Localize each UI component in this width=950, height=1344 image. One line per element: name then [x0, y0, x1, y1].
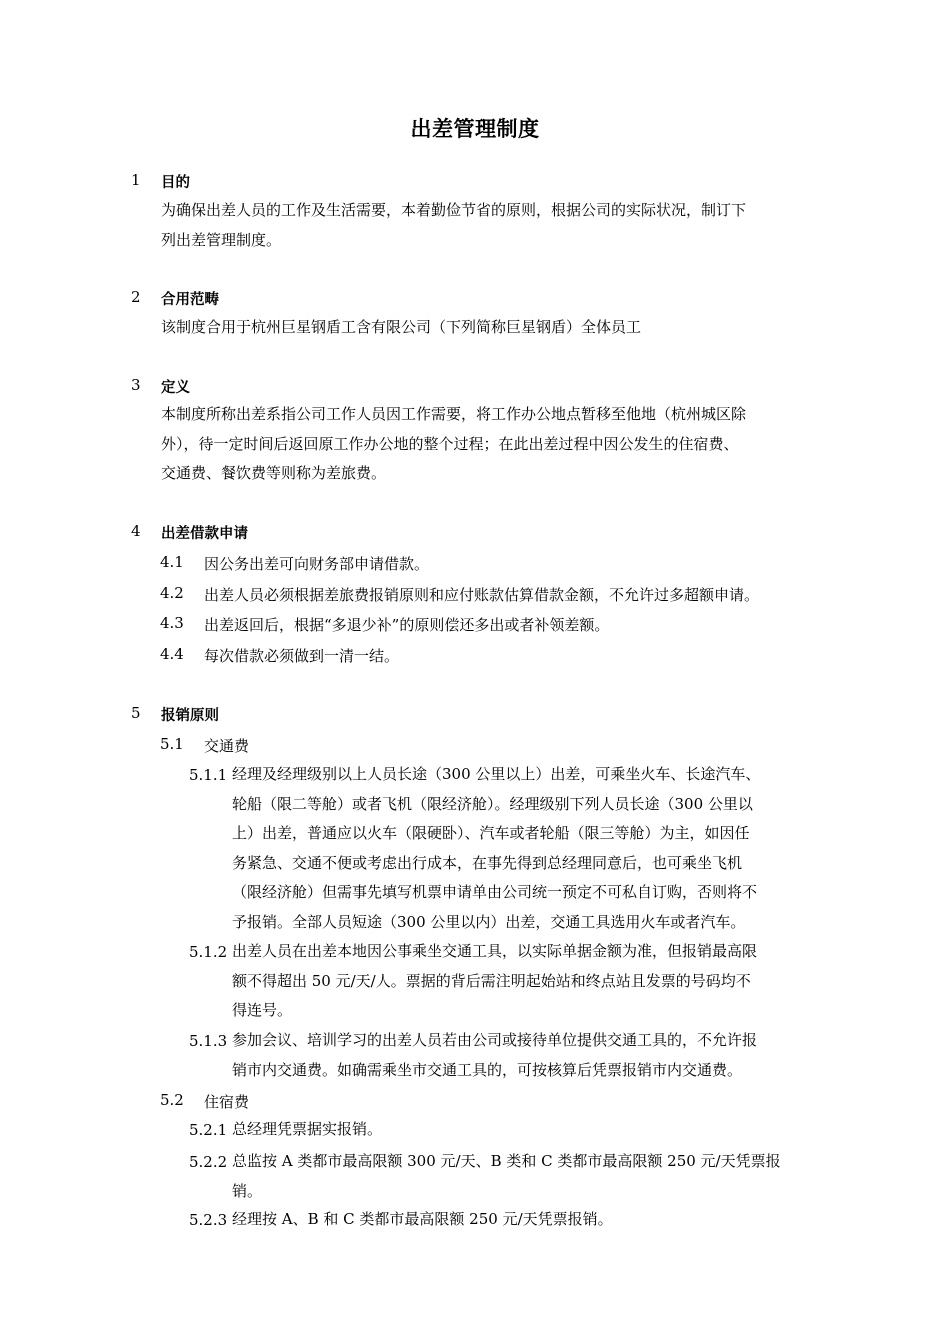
text-line: 该制度合用于杭州巨星钢盾工含有限公司（下列简称巨星钢盾）全体员工 — [161, 318, 642, 336]
item-number: 4.2 — [160, 584, 184, 602]
text-line: 列出差管理制度。 — [161, 230, 282, 249]
section-1-heading: 目的 — [161, 175, 190, 191]
clause-text — [232, 1205, 822, 1235]
section-3-body — [161, 400, 821, 489]
text-line: 额不得超出 50 元/天/人。票据的背后需注明起始站和终点站且发票的号码均不 — [232, 971, 751, 990]
clause-number: 5.1.3 — [189, 1032, 228, 1050]
item-text: 因公务出差可向财务部申请借款。 — [204, 555, 430, 573]
clause-number: 5.1.2 — [189, 943, 228, 961]
section-2-heading: 合用范畴 — [161, 292, 219, 308]
subsection-number: 5.2 — [160, 1091, 184, 1109]
subsection-heading: 住宿费 — [204, 1093, 250, 1111]
subsection-heading: 交通费 — [204, 737, 250, 755]
text-line: 销。 — [232, 1181, 263, 1200]
text-line: 交通费、餐饮费等则称为差旅费。 — [161, 464, 387, 482]
item-number: 4.4 — [160, 645, 184, 663]
clause-number: 5.2.1 — [189, 1121, 228, 1139]
text-line: 为确保出差人员的工作及生活需要，本着勤俭节省的原则，根据公司的实际状况，制订下 — [161, 201, 747, 219]
text-line: 参加会议、培训学习的出差人员若由公司或接待单位提供交通工具的，不允许报 — [232, 1031, 758, 1049]
text-line: 本制度所称出差系指公司工作人员因工作需要，将工作办公地点暂移至他地（杭州城区除 — [161, 405, 747, 423]
section-4-heading: 出差借款申请 — [161, 526, 248, 542]
subsection-number: 5.1 — [160, 735, 184, 753]
text-line: 务紧急、交通不便或考虑出行成本，在事先得到总经理同意后，也可乘坐飞机 — [232, 853, 743, 872]
item-number: 4.1 — [160, 553, 184, 571]
item-text: 出差人员必须根据差旅费报销原则和应付账款估算借款金额，不允许过多超额申请。 — [204, 586, 760, 604]
clause-text — [232, 1147, 822, 1206]
section-5-number: 5 — [131, 704, 141, 722]
section-5-heading: 报销原则 — [161, 708, 219, 724]
item-text: 出差返回后，根据“多退少补”的原则偿还多出或者补领差额。 — [204, 616, 610, 634]
text-line: 经理及经理级别以上人员长途（300 公里以上）出差，可乘坐火车、长途汽车、 — [232, 765, 761, 783]
text-line: 外），待一定时间后返回原工作办公地的整个过程；在此出差过程中因公发生的住宿费、 — [161, 434, 739, 453]
clause-text — [232, 937, 822, 1026]
section-2-number: 2 — [131, 288, 141, 306]
section-3-heading: 定义 — [161, 380, 190, 396]
clause-text — [232, 760, 822, 937]
clause-text — [232, 1026, 822, 1085]
section-4-number: 4 — [131, 522, 141, 540]
section-2-body — [161, 313, 821, 343]
section-3-number: 3 — [131, 376, 141, 394]
text-line: 出差人员在出差本地因公事乘坐交通工具，以实际单据金额为准，但报销最高限 — [232, 942, 758, 960]
clause-text — [232, 1115, 822, 1145]
page-title: 出差管理制度 — [410, 117, 540, 141]
clause-number: 5.1.1 — [189, 766, 228, 784]
text-line: （限经济舱）但需事先填写机票申请单由公司统一预定不可私自订购，否则将不 — [232, 883, 758, 901]
text-line: 经理按 A、B 和 C 类都市最高限额 250 元/天凭票报销。 — [232, 1210, 613, 1228]
clause-number: 5.2.2 — [189, 1153, 228, 1171]
section-1-number: 1 — [131, 171, 141, 189]
section-1-body — [161, 196, 821, 255]
text-line: 上）出差，普通应以火车（限硬卧）、汽车或者轮船（限三等舱）为主，如因任 — [232, 824, 750, 842]
text-line: 予报销。全部人员短途（300 公里以内）出差，交通工具选用火车或者汽车。 — [232, 912, 746, 931]
text-line: 得连号。 — [232, 1001, 293, 1019]
item-text: 每次借款必须做到一清一结。 — [204, 647, 400, 665]
text-line: 销市内交通费。如确需乘坐市交通工具的，可按核算后凭票报销市内交通费。 — [232, 1060, 743, 1079]
text-line: 总监按 A 类都市最高限额 300 元/天、B 类和 C 类都市最高限额 250 元/天凭票报 — [232, 1152, 781, 1170]
clause-number: 5.2.3 — [189, 1211, 228, 1229]
text-line: 轮船（限二等舱）或者飞机（限经济舱）。经理级别下列人员长途（300 公里以 — [232, 794, 753, 813]
item-number: 4.3 — [160, 614, 184, 632]
text-line: 总经理凭票据实报销。 — [232, 1120, 383, 1138]
